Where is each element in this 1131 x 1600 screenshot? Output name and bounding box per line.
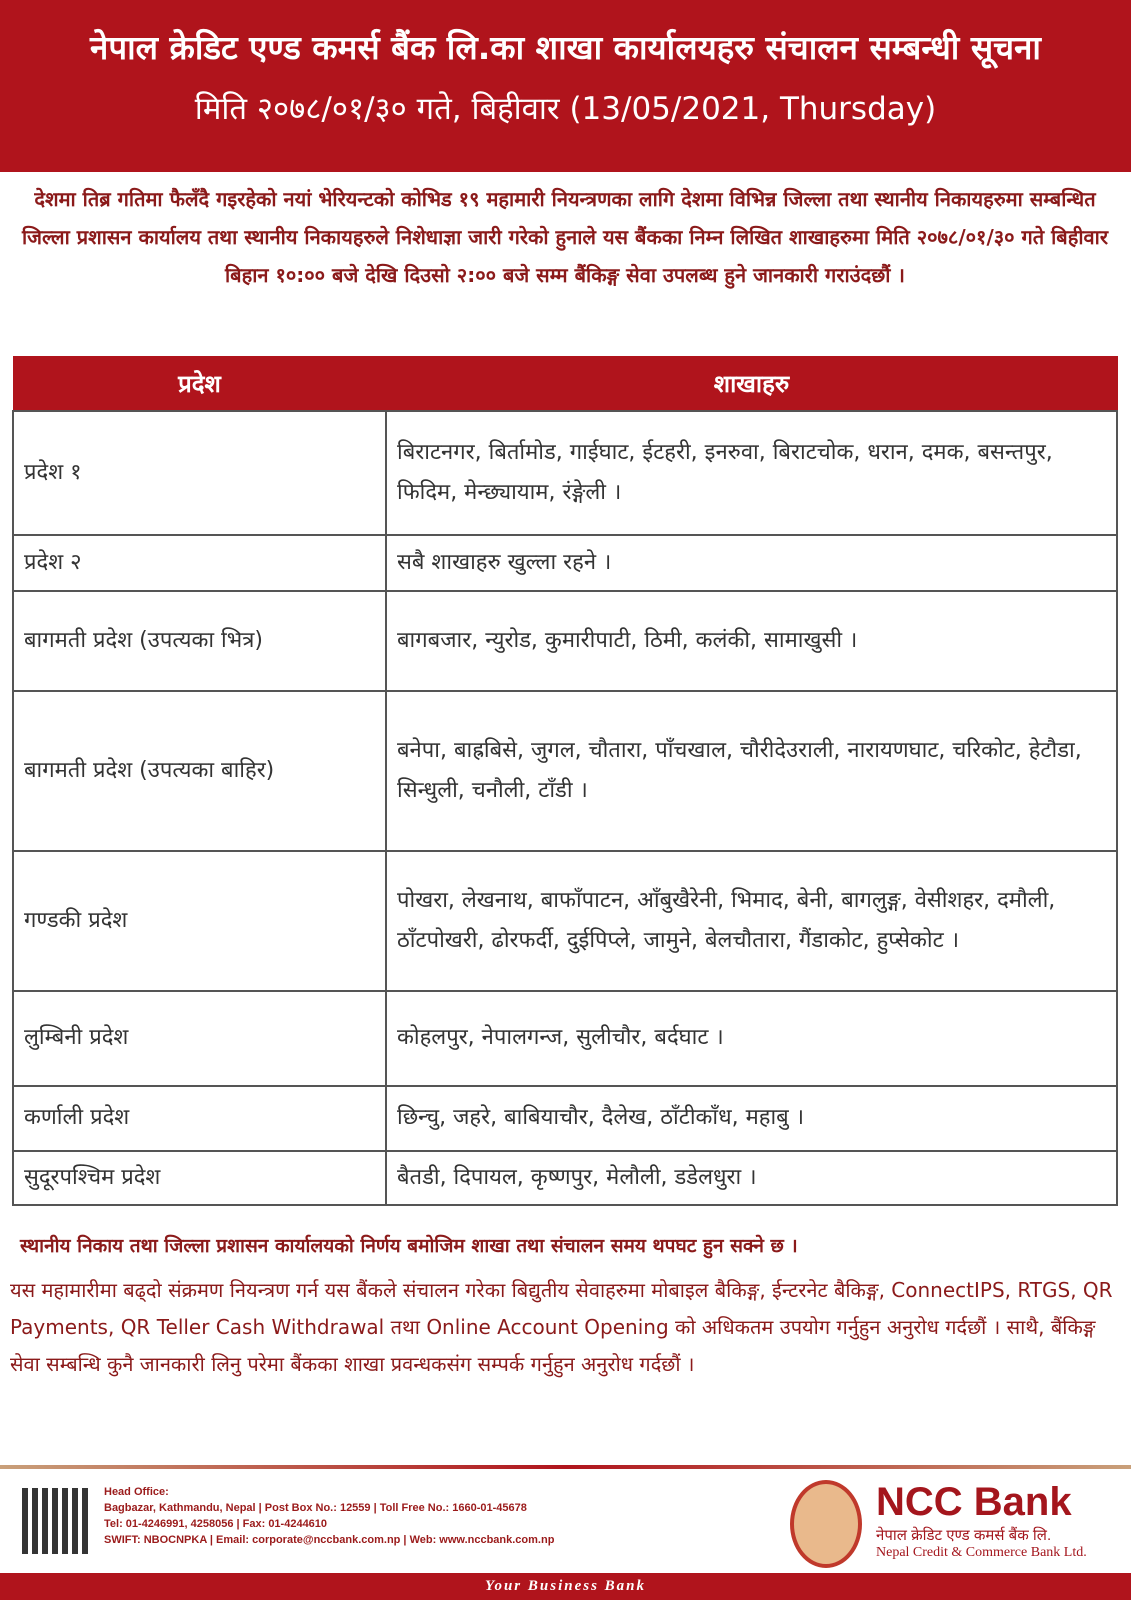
head-office-label: Head Office: <box>104 1486 169 1498</box>
table-row <box>13 991 1117 1086</box>
province-cell: सुदूरपश्चिम प्रदेश <box>13 1151 386 1205</box>
table-row <box>13 535 1117 591</box>
table-row <box>13 411 1117 535</box>
branches-cell: सबै शाखाहरु खुल्ला रहने । <box>386 535 1117 591</box>
branch-table <box>12 356 1118 1206</box>
address-text: Bagbazar, Kathmandu, Nepal | Post Box No.: 12559 | Toll Free No.: 1660-01-45678 <box>104 1502 527 1514</box>
province-cell: कर्णाली प्रदेश <box>13 1086 386 1151</box>
branches-cell: बिराटनगर, बिर्तामोड, गाईघाट, ईटहरी, इनरुवा, बिराटचोक, धरान, दमक, बसन्तपुर, फिदिम, मेन्छ्यायाम, रंङ्गेली । <box>386 411 1117 535</box>
branches-cell: पोखरा, लेखनाथ, बाफाँपाटन, आँबुखैरेनी, भिमाद, बेनी, बागलुङ्ग, वेसीशहर, दमौली, ठाँटपोखरी, ढोरफर्दी, दुईपिप्ले, जामुने, बेलचौतारा, गैंडाकोट, हुप्सेकोट । <box>386 851 1117 991</box>
qr-code-icon <box>22 1488 92 1554</box>
province-cell: बागमती प्रदेश (उपत्यका बाहिर) <box>13 691 386 851</box>
brand-name-nepali: नेपाल क्रेडिट एण्ड कमर्स बैंक लि. <box>876 1527 1052 1544</box>
header-province: प्रदेश <box>13 357 386 411</box>
branches-cell: बागबजार, न्युरोड, कुमारीपाटी, ठिमी, कलंकी, सामाखुसी । <box>386 591 1117 691</box>
tagline-band: Your Business Bank <box>0 1573 1131 1600</box>
brand-name-english: Nepal Credit & Commerce Bank Ltd. <box>876 1545 1087 1560</box>
head-office-info <box>104 1484 554 1548</box>
phone-text: Tel: 01-4246991, 4258056 | Fax: 01-4244610 <box>104 1518 328 1530</box>
footer-divider <box>0 1465 1131 1469</box>
table-row <box>13 1151 1117 1205</box>
notice-title: नेपाल क्रेडिट एण्ड कमर्स बैंक लि.का शाखा कार्यालयहरु संचालन सम्बन्धी सूचना <box>90 28 1041 67</box>
timing-note: स्थानीय निकाय तथा जिल्ला प्रशासन कार्यालयको निर्णय बमोजिम शाखा तथा संचालन समय थपघट हुन सक्ने छ । <box>20 1235 798 1257</box>
intro-paragraph: देशमा तिब्र गतिमा फैलँदै गइरहेको नयां भेरियन्टको कोभिड १९ महामारी नियन्त्रणका लागि देशमा विभिन्न जिल्ला तथा स्थानीय निकायहरुमा सम्बन्धित जिल्ला प्रशासन कार्यालय तथा स्थानीय निकायहरुले निशेधाज्ञा जारी गरेको हुनाले यस बैंकका निम्न लिखित शाखाहरुमा मिति २०७८/०१/३० गते बिहीवार बिहान १०:०० बजे देखि दिउसो २:०० बजे सम्म बैंकिङ्ग सेवा उपलब्ध हुने जानकारी गराउंदछौं । <box>21 187 1109 287</box>
contact-text: SWIFT: NBOCNPKA | Email: corporate@nccbank.com.np | Web: www.nccbank.com.np <box>104 1534 555 1546</box>
table-row <box>13 851 1117 991</box>
table-row <box>13 691 1117 851</box>
notice-header <box>0 0 1131 172</box>
province-cell: गण्डकी प्रदेश <box>13 851 386 991</box>
bank-brand <box>876 1480 1087 1561</box>
branches-cell: बैतडी, दिपायल, कृष्णपुर, मेलौली, डडेलधुरा । <box>386 1151 1117 1205</box>
branches-cell: बनेपा, बाह्रबिसे, जुगल, चौतारा, पाँचखाल, चौरीदेउराली, नारायणघाट, चरिकोट, हेटौडा, सिन्धुली, चनौली, टाँडी । <box>386 691 1117 851</box>
brand-name: NCC Bank <box>876 1480 1072 1524</box>
digital-services-note: यस महामारीमा बढ्दो संक्रमण नियन्त्रण गर्न यस बैंकले संचालन गरेका बिद्युतीय सेवाहरुमा मोबाइल बैकिङ्ग, ईन्टरनेट बैकिङ्ग, ConnectIPS, RTGS, QR Payments, QR Teller Cash Withdrawal तथा Online Account Opening को अधिकतम उपयोग गर्नुहुन अनुरोध गर्दछौं । साथै, बैंकिङ्ग सेवा सम्बन्धि कुनै जानकारी लिनु परेमा बैंकका शाखा प्रवन्धकसंग सम्पर्क गर्नुहुन अनुरोध गर्दछौं । <box>10 1278 1113 1376</box>
notice-date: मिति २०७८/०१/३० गते, बिहीवार (13/05/2021, Thursday) <box>194 91 937 127</box>
table-row <box>13 1086 1117 1151</box>
branches-cell: कोहलपुर, नेपालगन्ज, सुलीचौर, बर्दघाट । <box>386 991 1117 1086</box>
table-row <box>13 591 1117 691</box>
province-cell: बागमती प्रदेश (उपत्यका भित्र) <box>13 591 386 691</box>
province-cell: प्रदेश १ <box>13 411 386 535</box>
province-cell: प्रदेश २ <box>13 535 386 591</box>
branches-cell: छिन्चु, जहरे, बाबियाचौर, दैलेख, ठाँटीकाँध, महाबु । <box>386 1086 1117 1151</box>
province-cell: लुम्बिनी प्रदेश <box>13 991 386 1086</box>
header-branches: शाखाहरु <box>386 357 1117 411</box>
bank-seal-logo <box>790 1480 862 1568</box>
